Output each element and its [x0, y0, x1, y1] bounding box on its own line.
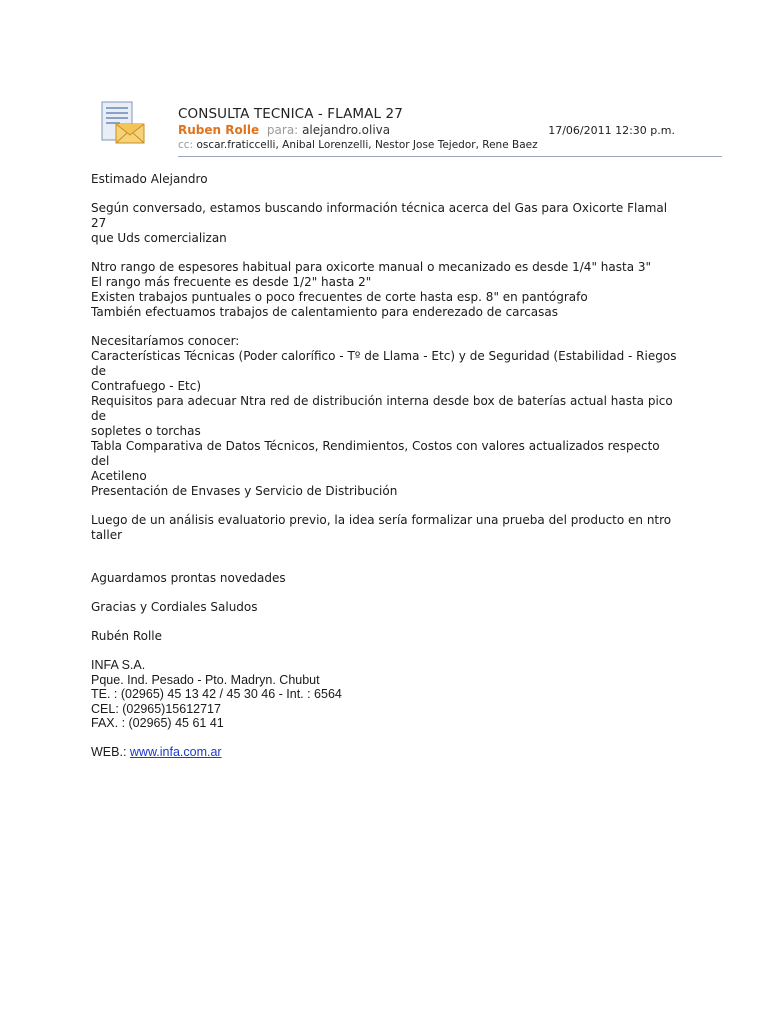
to-label: para: — [266, 123, 299, 137]
cc-label: cc: — [178, 139, 194, 151]
need-line: Presentación de Envases y Servicio de Distribución — [91, 484, 398, 498]
web-line — [91, 745, 681, 760]
need-line: Acetileno — [91, 469, 147, 483]
company-address: Pque. Ind. Pesado - Pto. Madryn. Chubut — [91, 672, 320, 687]
need-line: Características Técnicas (Poder calorífico - Tº de Llama - Etc) y de Seguridad (Estabilidad - Riegos de — [91, 349, 677, 378]
email-header — [98, 98, 723, 156]
analysis-line: Luego de un análisis evaluatorio previo, la idea sería formalizar una prueba del producto en ntro taller — [91, 513, 672, 542]
range-line: Ntro rango de espesores habitual para oxicorte manual o mecanizado es desde 1/4" hasta 3" — [91, 260, 652, 274]
closing-line: Gracias y Cordiales Saludos — [91, 600, 258, 614]
email-from-line — [178, 123, 390, 137]
closing-line: Aguardamos prontas novedades — [91, 571, 286, 585]
email-body — [91, 172, 681, 759]
signature-block — [91, 658, 681, 759]
range-line: El rango más frecuente es desde 1/2" hasta 2" — [91, 275, 372, 289]
need-line: Contrafuego - Etc) — [91, 379, 202, 393]
web-label: WEB.: — [91, 744, 130, 759]
intro-line: Según conversado, estamos buscando información técnica acerca del Gas para Oxicorte Flamal 27 — [91, 201, 668, 230]
range-line: También efectuamos trabajos de calentamiento para enderezado de carcasas — [91, 305, 558, 319]
recipient-name[interactable]: alejandro.oliva — [302, 123, 391, 137]
email-subject: CONSULTA TECNICA - FLAMAL 27 — [178, 106, 403, 122]
needs-title: Necesitaríamos conocer: — [91, 334, 240, 348]
email-date: 17/06/2011 12:30 p.m. — [548, 124, 675, 137]
sender-name[interactable]: Ruben Rolle — [178, 123, 260, 137]
company-fax: FAX. : (02965) 45 61 41 — [91, 716, 224, 730]
need-line: Requisitos para adecuar Ntra red de distribución interna desde box de baterías actual hasta pico de — [91, 394, 673, 423]
intro-line: que Uds comercializan — [91, 231, 227, 245]
need-line: sopletes o torchas — [91, 424, 201, 438]
greeting: Estimado Alejandro — [91, 172, 208, 186]
company-phone: TE. : (02965) 45 13 42 / 45 30 46 - Int. : 6564 — [91, 687, 342, 701]
company-name: INFA S.A. — [91, 658, 146, 672]
need-line: Tabla Comparativa de Datos Técnicos, Rendimientos, Costos con valores actualizados respecto del — [91, 439, 660, 468]
company-cell: CEL: (02965)15612717 — [91, 701, 221, 716]
website-link[interactable]: www.infa.com.ar — [129, 744, 222, 759]
email-envelope-icon — [98, 100, 148, 146]
email-cc-line — [178, 139, 538, 151]
range-line: Existen trabajos puntuales o poco frecuentes de corte hasta esp. 8" en pantógrafo — [91, 290, 588, 304]
cc-recipients: oscar.fraticcelli, Anibal Lorenzelli, Nestor Jose Tejedor, Rene Baez — [196, 139, 538, 151]
header-divider — [178, 156, 722, 157]
signature-name: Rubén Rolle — [91, 629, 163, 643]
